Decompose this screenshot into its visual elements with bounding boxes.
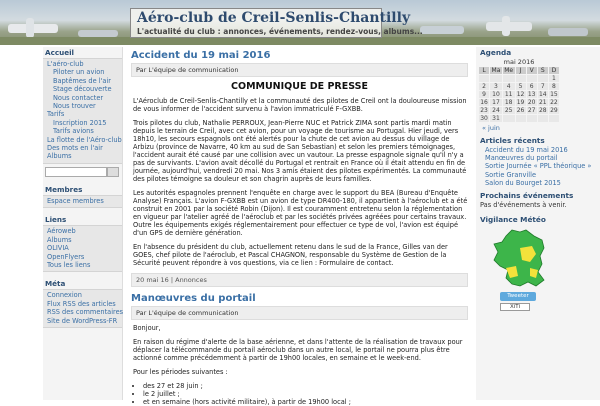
- search-button[interactable]: [107, 167, 119, 177]
- post-paragraph: L'Aéroclub de Creil-Senlis-Chantilly et la communauté des pilotes de Creil ont la douloureuse mission de vous informer de l'accident survenu à l'avion immatriculé F-GXBB.: [133, 97, 467, 113]
- link-albums[interactable]: Albums: [47, 235, 72, 244]
- liens-menu: [43, 225, 122, 272]
- calendar-day: 20: [527, 99, 536, 106]
- title-box: [130, 8, 423, 38]
- link-tous-les-liens[interactable]: Tous les liens: [47, 260, 91, 269]
- agenda-heading: Agenda: [480, 48, 512, 57]
- calendar-day: 6: [526, 83, 537, 91]
- list-item: • et en semaine (hors activité militaire), à partir de 19h00 local ;: [143, 398, 468, 406]
- meta-heading: Méta: [45, 279, 66, 289]
- calendar-day: 23: [480, 107, 488, 114]
- weekday-header: Ma: [491, 67, 501, 74]
- france-weather-map[interactable]: [490, 228, 550, 288]
- sidebar-item-flotte[interactable]: La flotte de l'Aéro-club: [47, 135, 122, 144]
- calendar-week: [479, 91, 560, 99]
- post-paragraph: Pour les périodes suivantes :: [133, 368, 228, 376]
- post-paragraph: Les autorités espagnoles prennent l'enquête en charge avec le support du BEA (Bureau d'Enquête Analyse) Français. L'avion F-GXBB est un avion de type DR400-180, il appartient à l'aéroclub et a été construit en 2001 par la société Robin (Dijon). Il est couramment entretenu selon la réglementation en vigueur par l'atelier agréé de l'aéroclub et par les sociétés privées agréées pour certains travaux. Outre les équipements exigés réglementairement pour effectuer ce type de vol, l'avion est équipé d'un GPS de dernière génération.: [133, 189, 468, 237]
- calendar-day: 2: [479, 83, 490, 91]
- sidebar-item-mots[interactable]: Des mots en l'air: [47, 144, 103, 153]
- calendar-caption: mai 2016: [503, 58, 535, 66]
- header-grass: [0, 37, 600, 45]
- link-olivia[interactable]: OLIVIA: [47, 244, 69, 253]
- recent-item[interactable]: Salon du Bourget 2015: [485, 178, 561, 187]
- weekday-header: D: [548, 67, 559, 75]
- header-plane-photo: [78, 30, 118, 37]
- sidebar-item-stage[interactable]: Stage découverte: [53, 85, 112, 94]
- calendar-empty-cell: [537, 75, 548, 83]
- calendar-day: 10: [490, 91, 503, 99]
- calendar-week: [479, 75, 560, 83]
- events-heading: Prochains événements: [480, 191, 574, 201]
- recent-heading: Articles récents: [480, 136, 545, 145]
- calendar-empty-cell: [548, 115, 559, 123]
- site-title-link[interactable]: Aéro-club de Creil-Senlis-Chantilly: [137, 10, 411, 26]
- calendar-day: 27: [527, 107, 536, 114]
- press-release-heading: COMMUNIQUE DE PRESSE: [231, 81, 368, 92]
- calendar-empty-cell: [537, 115, 548, 123]
- recent-item[interactable]: Accident du 19 mai 2016: [485, 146, 568, 154]
- site-subtitle: L'actualité du club : annonces, événements, rendez-vous, albums...: [137, 27, 423, 36]
- list-item: • des 27 et 28 juin ;: [143, 382, 468, 390]
- left-sidebar: [43, 47, 123, 400]
- calendar-empty-cell: [502, 115, 515, 123]
- header-plane-photo: [420, 26, 464, 34]
- calendar-day: 17: [490, 99, 503, 107]
- meteo-heading: Vigilance Météo: [480, 215, 546, 225]
- post-title-portail[interactable]: Manœuvres du portail: [131, 293, 256, 304]
- meta-rss-articles[interactable]: Flux RSS des articles: [47, 299, 116, 308]
- calendar-week: [479, 107, 560, 115]
- right-sidebar: [476, 47, 600, 400]
- pages-menu: [43, 58, 122, 164]
- post-paragraph: En raison du régime d'alerte de la base aérienne, et dans l'attente de la réalisation de travaux pour déplacer la télécommande du portail aéroclub dans un autre local, le portail ne pourra plus être actionné comme précédemment à partir de 19h00 locales, en semaine et le week-end.: [133, 338, 463, 362]
- calendar: [478, 58, 560, 123]
- calendar-week: [479, 83, 560, 91]
- calendar-empty-cell: [479, 75, 490, 83]
- post-footer-meta: 20 mai 16 | Annonces: [131, 273, 468, 287]
- tweet-button[interactable]: Tweeter: [500, 292, 536, 301]
- link-aeroweb[interactable]: Aéroweb: [47, 227, 76, 236]
- social-buttons: [500, 292, 600, 311]
- calendar-empty-cell: [515, 115, 526, 123]
- calendar-prev-month[interactable]: « juin: [482, 124, 500, 132]
- weekday-header: S: [537, 67, 548, 75]
- sidebar-item-espace-membres[interactable]: Espace membres: [47, 196, 104, 205]
- weekday-header: V: [526, 67, 537, 75]
- header-plane-photo: [502, 16, 510, 36]
- period-list: [131, 382, 468, 406]
- search-input[interactable]: [45, 167, 107, 177]
- calendar-day: 22: [550, 99, 558, 106]
- calendar-day: 16: [480, 99, 488, 106]
- post-title-accident[interactable]: Accident du 19 mai 2016: [131, 50, 271, 61]
- post-meta: Par L'équipe de communication: [131, 306, 468, 320]
- calendar-day: 24: [490, 107, 503, 115]
- recent-item[interactable]: Sortie Granville: [485, 170, 536, 179]
- sidebar-item-aero-club[interactable]: L'aéro-club: [47, 60, 84, 68]
- calendar-empty-cell: [502, 75, 515, 83]
- post-paragraph: Trois pilotes du club, Nathalie PERROUX, Jean-Pierre NUC et Patrick ZIMA sont partis mardi matin depuis le terrain de Creil, avec cet avion, pour un voyage de tourisme au Portugal. Hier jeudi, vers 18h10, les secours espagnols ont été alertés pour la chute de cet avion au dessus du village de Arbizu (province de Navarre, 40 km au sud de San Sebastian) et selon les premiers témoignages, l'accident aurait été causé par une collision avec un vautour. La presse espagnole signale qu'il n'y a pas de survivants. L'avion avait décollé du Portugal et rentrait en France où il était attendu en fin de journée, aujourd'hui, vendredi 20 mai. Nos 3 amis étaient des pilotes expérimentés. La communauté des pilotes témoigne sa douleur et son chagrin auprès de leurs familles.: [133, 119, 467, 183]
- calendar-day: 4: [502, 83, 515, 91]
- link-openflyers[interactable]: OpenFlyers: [47, 252, 85, 261]
- liens-heading: Liens: [45, 215, 67, 225]
- meta-menu: [43, 289, 122, 328]
- header-plane-photo: [548, 28, 588, 36]
- list-item: • le 2 juillet ;: [143, 390, 468, 398]
- calendar-day: 30: [480, 115, 488, 122]
- calendar-day: 28: [538, 107, 547, 114]
- sidebar-item-contact[interactable]: Nous contacter: [53, 93, 104, 102]
- calendar-empty-cell: [515, 75, 526, 83]
- xiti-badge[interactable]: XiTi: [500, 303, 530, 311]
- membres-heading: Membres: [45, 184, 83, 194]
- calendar-empty-cell: [490, 75, 503, 83]
- meta-connexion[interactable]: Connexion: [47, 291, 82, 300]
- calendar-day: 5: [515, 83, 526, 91]
- calendar-day: 7: [537, 83, 548, 91]
- sidebar-item-tarifs-avions[interactable]: Tarifs avions: [53, 127, 94, 136]
- calendar-day: 13: [527, 91, 536, 98]
- main-content: [131, 47, 468, 406]
- calendar-day: 3: [490, 83, 503, 91]
- recent-item[interactable]: Manœuvres du portail: [485, 154, 558, 163]
- sidebar-item-inscription[interactable]: Inscription 2015: [53, 118, 107, 127]
- calendar-body: [479, 75, 560, 123]
- calendar-day: 25: [502, 107, 515, 115]
- calendar-day: 26: [516, 107, 525, 114]
- calendar-empty-cell: [526, 115, 537, 123]
- calendar-week: [479, 115, 560, 123]
- header-plane-photo: [26, 18, 34, 38]
- weekday-header: J: [515, 67, 526, 75]
- recent-item[interactable]: Sortie Journée « PPL théorique »: [485, 162, 592, 171]
- calendar-day: 18: [502, 99, 515, 107]
- calendar-day: 12: [516, 91, 525, 98]
- membres-menu: [43, 195, 122, 208]
- post-meta: Par L'équipe de communication: [131, 63, 468, 77]
- sidebar-item-albums[interactable]: Albums: [47, 152, 72, 161]
- sidebar-accueil-link[interactable]: Accueil: [45, 48, 75, 57]
- sidebar-item-trouver[interactable]: Nous trouver: [53, 102, 96, 111]
- calendar-empty-cell: [526, 75, 537, 83]
- calendar-day: 29: [550, 107, 558, 114]
- post-paragraph: En l'absence du président du club, actuellement retenu dans le sud de la France, Gilles van der GOES, chef pilote de l'aéroclub, et Pascal CHAGNON, responsable du Système de Gestion de la Sécurité peuvent répondre à vos questions, via ce lien : Formulaire de contact.: [133, 243, 448, 267]
- calendar-day: 31: [490, 115, 503, 123]
- sidebar-item-tarifs[interactable]: Tarifs: [47, 110, 65, 119]
- calendar-day: 9: [479, 91, 490, 99]
- calendar-day: 1: [548, 75, 559, 83]
- calendar-day: 19: [516, 99, 525, 106]
- weekday-header: Me: [504, 67, 514, 74]
- search-form: [45, 167, 120, 177]
- post-paragraph: Bonjour,: [133, 324, 161, 332]
- site-header: [0, 0, 600, 45]
- calendar-day: 14: [538, 91, 547, 98]
- calendar-day: 21: [538, 99, 547, 106]
- weekday-header: L: [479, 67, 490, 75]
- calendar-day: 8: [548, 83, 559, 91]
- meta-rss-comments[interactable]: RSS des commentaires: [47, 308, 124, 317]
- calendar-day: 15: [550, 91, 558, 98]
- calendar-day: 11: [502, 91, 515, 99]
- meta-wordpress[interactable]: Site de WordPress-FR: [47, 316, 118, 325]
- events-text: Pas d'événements à venir.: [480, 201, 567, 210]
- sidebar-item-piloter[interactable]: Piloter un avion: [53, 68, 105, 77]
- france-map-icon: [490, 228, 550, 288]
- calendar-week: [479, 99, 560, 107]
- sidebar-item-baptemes[interactable]: Baptêmes de l'air: [53, 76, 111, 85]
